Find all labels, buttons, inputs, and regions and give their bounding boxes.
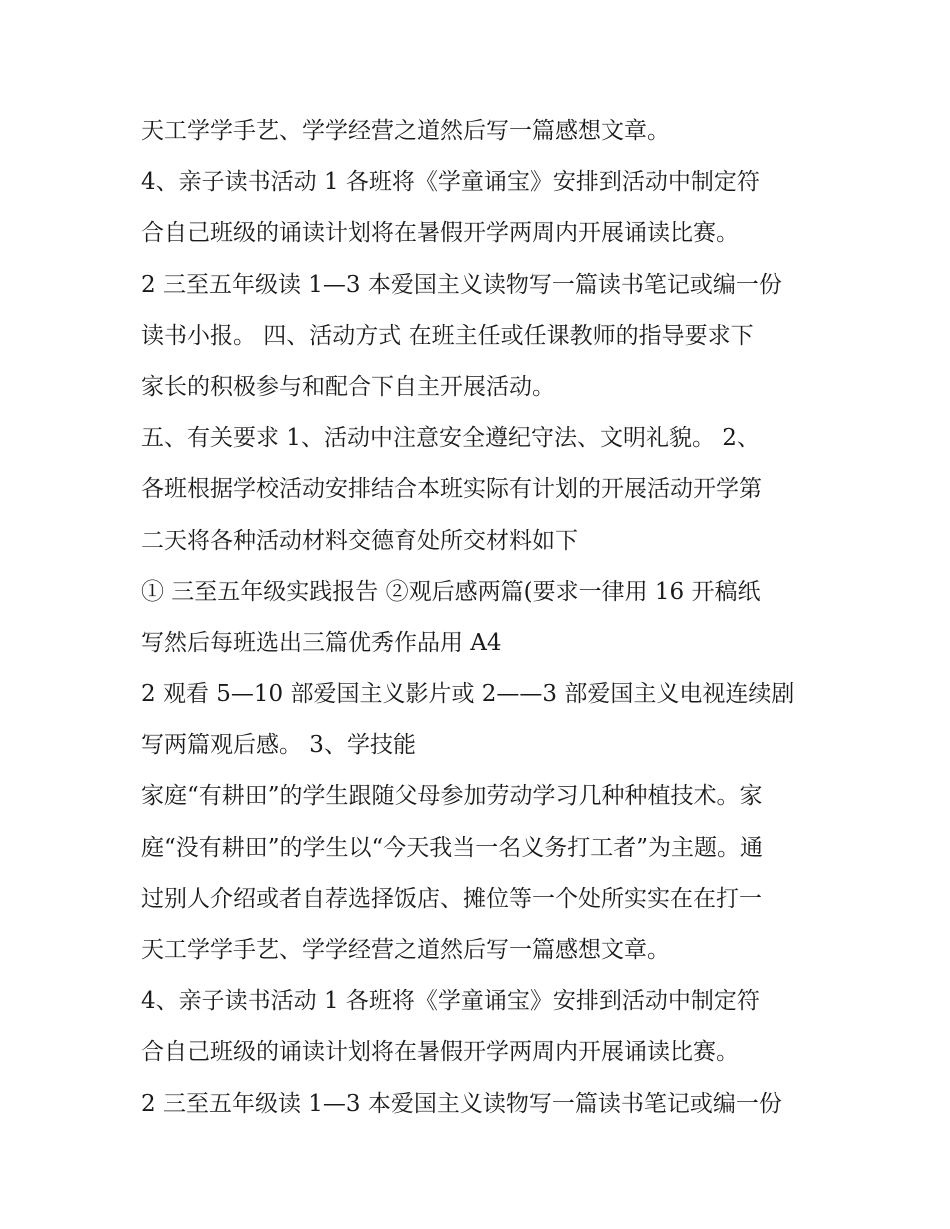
text-line: 家长的积极参与和配合下自主开展活动。 xyxy=(141,373,555,400)
text-line: ① 三至五年级实践报告 ②观后感两篇(要求一律用 16 开稿纸 xyxy=(141,578,761,605)
text-line: 五、有关要求 1、活动中注意安全遵纪守法、文明礼貌。 2、 xyxy=(141,425,760,452)
text-line: 天工学学手艺、学学经营之道然后写一篇感想文章。 xyxy=(141,937,670,963)
text-line: 写两篇观后感。 3、学技能 xyxy=(141,732,416,759)
text-line: 各班根据学校活动安排结合本班实际有计划的开展活动开学第 xyxy=(141,476,762,503)
text-line: 二天将各种活动材料交德育处所交材料如下 xyxy=(141,527,578,554)
text-line: 写然后每班选出三篇优秀作品用 A4 xyxy=(141,629,502,656)
text-line: 家庭“有耕田”的学生跟随父母参加劳动学习几种种植技术。家 xyxy=(141,783,763,810)
text-line: 过别人介绍或者自荐选择饭店、摊位等一个处所实实在在打一 xyxy=(141,885,762,912)
text-line: 2 三至五年级读 1—3 本爱国主义读物写一篇读书笔记或编一份 xyxy=(141,271,782,298)
text-line: 读书小报。 四、活动方式 在班主任或任课教师的指导要求下 xyxy=(141,322,754,349)
text-line: 2 三至五年级读 1—3 本爱国主义读物写一篇读书笔记或编一份 xyxy=(141,1090,782,1117)
text-line: 2 观看 5—10 部爱国主义影片或 2——3 部爱国主义电视连续剧 xyxy=(141,681,795,708)
text-line: 4、亲子读书活动 1 各班将《学童诵宝》安排到活动中制定符 xyxy=(141,169,760,196)
text-line: 4、亲子读书活动 1 各班将《学童诵宝》安排到活动中制定符 xyxy=(141,988,760,1015)
text-line: 庭“没有耕田”的学生以“今天我当一名义务打工者”为主题。通 xyxy=(141,834,764,861)
text-line: 合自己班级的诵读计划将在暑假开学两周内开展诵读比赛。 xyxy=(141,1039,739,1066)
text-line: 天工学学手艺、学学经营之道然后写一篇感想文章。 xyxy=(141,118,670,144)
document-body xyxy=(141,106,831,1130)
text-line: 合自己班级的诵读计划将在暑假开学两周内开展诵读比赛。 xyxy=(141,220,739,247)
